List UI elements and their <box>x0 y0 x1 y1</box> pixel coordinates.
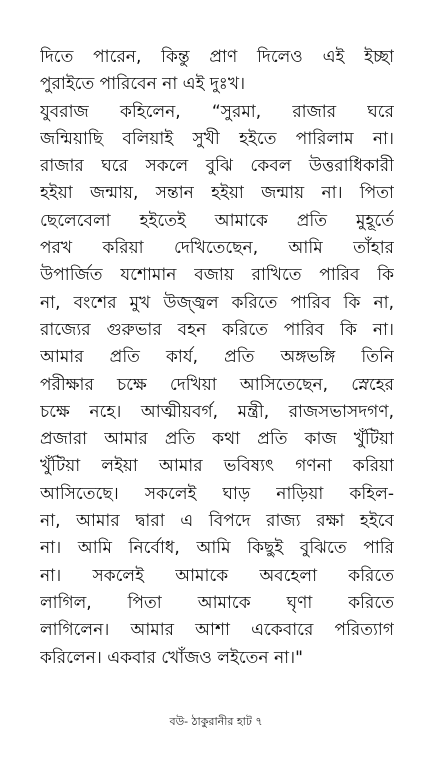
text-line: না। সকলেই আমাকে অবহেলা করিতে <box>40 565 394 586</box>
text-line: যুবরাজ কহিলেন, “সুরমা, রাজার ঘরে <box>40 101 394 122</box>
text-line: না, বংশের মুখ উজ্জ্বল করিতে পারিব কি না, <box>40 292 394 313</box>
text-line: আমার প্রতি কার্য, প্রতি অঙ্গভঙ্গি তিনি <box>40 347 394 368</box>
text-line: করিলেন। একবার খোঁজও লইতেন না।" <box>40 647 303 668</box>
text-line: হইয়া জন্মায়, সন্তান হইয়া জন্মায় না। পিতা <box>40 183 394 204</box>
text-line: না, আমার দ্বারা এ বিপদে রাজ্য রক্ষা হইবে <box>40 511 394 532</box>
text-line: খুঁটিয়া লইয়া আমার ভবিষ্যৎ গণনা করিয়া <box>40 456 394 477</box>
text-line: আসিতেছে। সকলেই ঘাড় নাড়িয়া কহিল- <box>40 483 394 504</box>
text-line: লাগিল, পিতা আমাকে ঘৃণা করিতে <box>40 592 394 613</box>
text-line: প্রজারা আমার প্রতি কথা প্রতি কাজ খুঁটিয়া <box>40 429 394 450</box>
text-line: দিতে পারেন, কিন্তু প্রাণ দিলেও এই ইচ্ছা <box>40 47 394 67</box>
text-line: জন্মিয়াছি বলিয়াই সুখী হইতে পারিলাম না। <box>40 128 394 149</box>
text-line: রাজ্যের গুরুভার বহন করিতে পারিব কি না। <box>40 319 394 340</box>
text-line: পুরাইতে পারিবেন না এই দুঃখ। <box>40 74 246 95</box>
text-line: পরখ করিয়া দেখিতেছেন, আমি তাঁহার <box>40 238 394 259</box>
page-footer: বউ- ঠাকুরানীর হাট ৭ <box>169 715 263 728</box>
text-line: ছেলেবেলা হইতেই আমাকে প্রতি মুহূর্তে <box>40 210 394 231</box>
text-line: চক্ষে নহে। আত্মীয়বর্গ, মন্ত্রী, রাজসভাসদগণ, <box>40 401 394 422</box>
text-line: পরীক্ষার চক্ষে দেখিয়া আসিতেছেন, স্নেহের <box>40 374 394 395</box>
text-line: রাজার ঘরে সকলে বুঝি কেবল উত্তরাধিকারী <box>40 156 394 177</box>
text-line: উপার্জিত যশোমান বজায় রাখিতে পারিব কি <box>40 265 394 286</box>
text-line: লাগিলেন। আমার আশা একেবারে পরিত্যাগ <box>40 620 394 641</box>
body-text <box>40 44 394 672</box>
text-line: না। আমি নির্বোধ, আমি কিছুই বুঝিতে পারি <box>40 538 394 559</box>
